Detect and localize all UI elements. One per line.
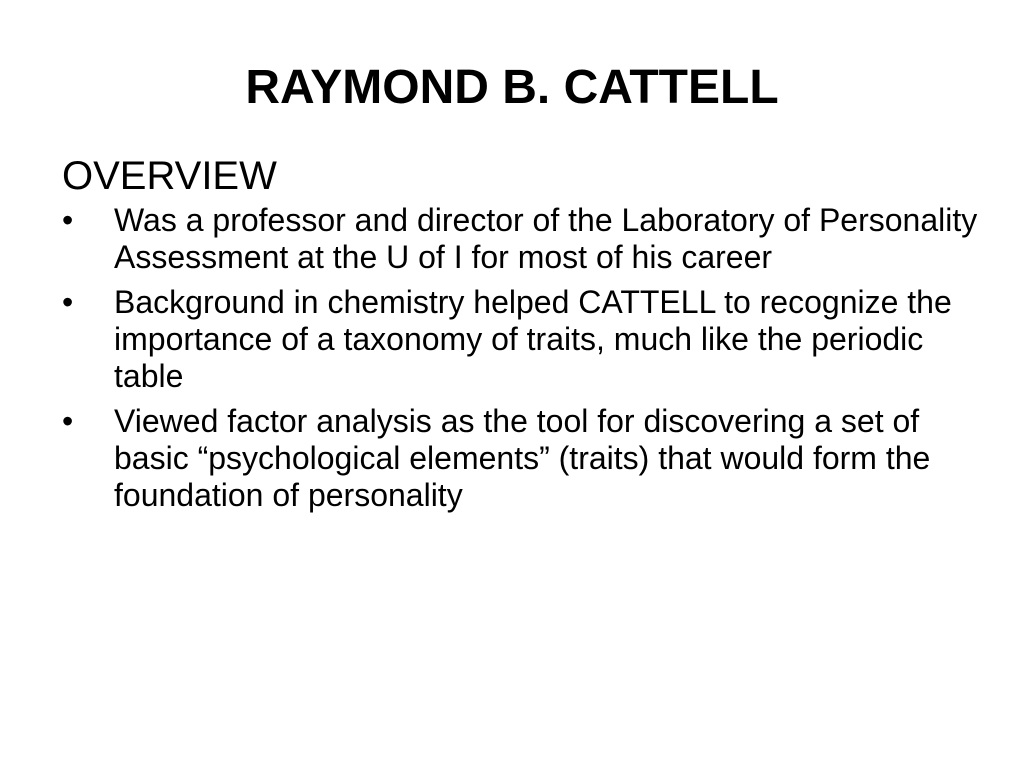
bullet-icon: • xyxy=(62,202,74,238)
bullet-text: Was a professor and director of the Laboratory of Personality Assessment at the U of I for most of his career xyxy=(114,202,978,275)
slide-title: RAYMOND B. CATTELL xyxy=(245,61,779,114)
bullet-text: Viewed factor analysis as the tool for discovering a set of basic “psychological elements” (traits) that would form the foundation of personality xyxy=(114,403,931,513)
bullet-item xyxy=(62,202,982,276)
bullet-text: Background in chemistry helped CATTELL to recognize the importance of a taxonomy of traits, much like the periodic table xyxy=(114,284,952,394)
bullet-list xyxy=(62,202,982,514)
section-heading: OVERVIEW xyxy=(62,154,277,198)
bullet-icon: • xyxy=(62,403,74,439)
bullet-icon: • xyxy=(62,284,74,320)
bullet-item xyxy=(62,403,982,514)
bullet-item xyxy=(62,284,982,395)
slide-content xyxy=(62,152,982,522)
